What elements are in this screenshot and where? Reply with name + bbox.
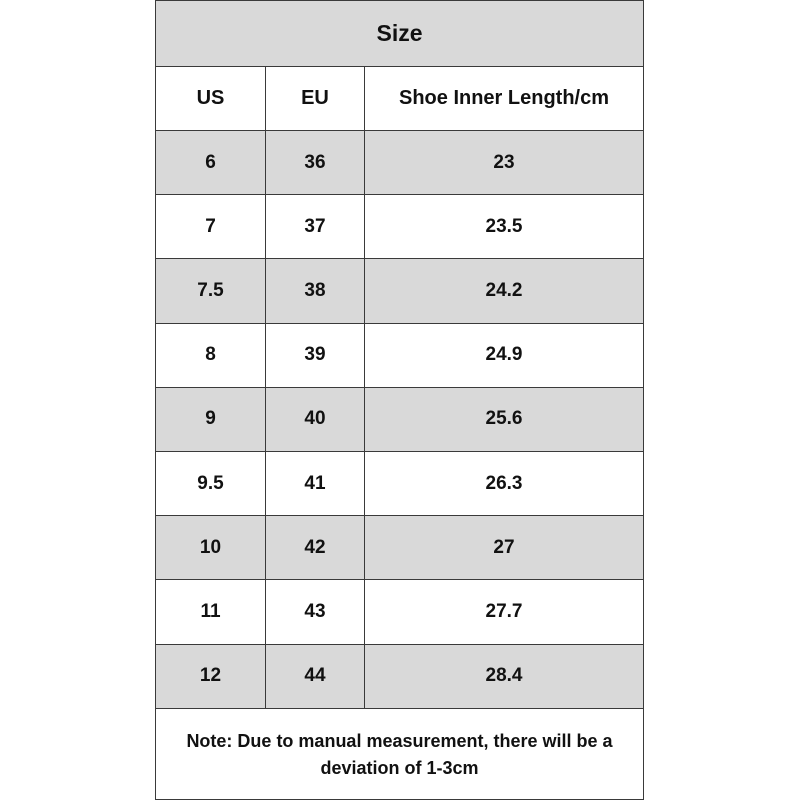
cell-eu: 44: [265, 645, 364, 708]
column-header-inner-length: Shoe Inner Length/cm: [364, 67, 643, 130]
cell-eu: 43: [265, 580, 364, 643]
cell-eu: 36: [265, 131, 364, 194]
cell-us: 9: [205, 408, 216, 430]
measurement-note: Note: Due to manual measurement, there will be a deviation of 1-3cm: [186, 731, 613, 778]
table-row: [156, 195, 643, 259]
cell-inner-length: 23.5: [364, 195, 643, 258]
table-row: [156, 388, 643, 452]
cell-eu: 41: [265, 452, 364, 515]
cell-inner-length: 24.9: [364, 324, 643, 387]
cell-inner-length: 27: [364, 516, 643, 579]
cell-inner-length: 23: [364, 131, 643, 194]
cell-us: 11: [200, 600, 221, 622]
cell-us: 6: [205, 151, 216, 173]
cell-inner-length: 26.3: [364, 452, 643, 515]
column-header-us: US: [196, 87, 225, 109]
cell-eu: 42: [265, 516, 364, 579]
cell-eu: 40: [265, 388, 364, 451]
column-header-eu: EU: [265, 67, 364, 130]
size-chart-table: [155, 0, 644, 800]
title-row: [156, 1, 643, 67]
cell-eu: 38: [265, 259, 364, 322]
cell-inner-length: 24.2: [364, 259, 643, 322]
column-header-row: [156, 67, 643, 131]
cell-inner-length: 27.7: [364, 580, 643, 643]
cell-us: 7.5: [197, 279, 224, 301]
cell-inner-length: 28.4: [364, 645, 643, 708]
table-row: [156, 516, 643, 580]
cell-us: 8: [205, 344, 216, 366]
size-title: Size: [376, 20, 423, 46]
cell-us: 10: [199, 536, 222, 558]
table-row: [156, 452, 643, 516]
cell-us: 12: [199, 665, 222, 687]
table-row: [156, 324, 643, 388]
table-row: [156, 580, 643, 644]
cell-us: 7: [205, 215, 216, 237]
cell-eu: 39: [265, 324, 364, 387]
table-row: [156, 645, 643, 709]
cell-inner-length: 25.6: [364, 388, 643, 451]
cell-eu: 37: [265, 195, 364, 258]
table-row: [156, 131, 643, 195]
cell-us: 9.5: [197, 472, 224, 494]
table-row: [156, 259, 643, 323]
